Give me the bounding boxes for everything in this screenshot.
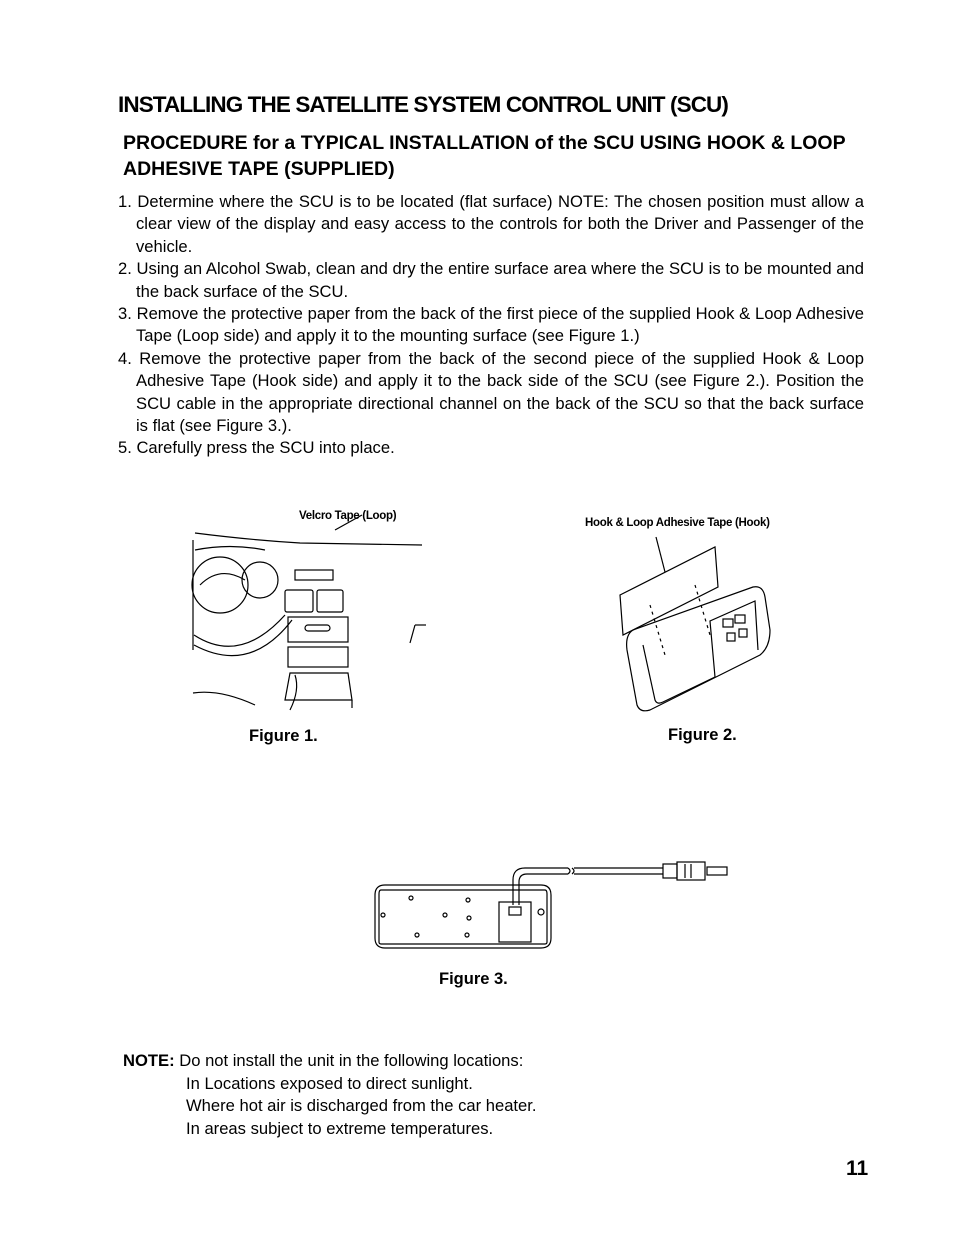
note-label: NOTE:: [123, 1051, 175, 1070]
figure3-caption: Figure 3.: [439, 970, 508, 988]
note-line: Do not install the unit in the following locations:: [179, 1051, 524, 1070]
figure3-scu-back-illustration: [373, 860, 733, 952]
figure2-label: Hook & Loop Adhesive Tape (Hook): [585, 517, 770, 529]
page-title: INSTALLING THE SATELLITE SYSTEM CONTROL UNIT (SCU): [118, 92, 728, 117]
step-item: 2. Using an Alcohol Swab, clean and dry the entire surface area where the SCU is to be mounted and the back surface of the SCU.: [118, 259, 864, 301]
page-number: 11: [846, 1157, 869, 1180]
figure1-label: Velcro Tape (Loop): [299, 510, 397, 522]
step-item: 3. Remove the protective paper from the back of the first piece of the supplied Hook & Loop Adhesive Tape (Loop side) and apply it to the mounting surface (see Figure 1.): [118, 304, 864, 346]
installation-note: [123, 1050, 536, 1140]
figure1-dashboard-illustration: [190, 525, 430, 710]
figure1-caption: Figure 1.: [249, 727, 318, 745]
step-item: 4. Remove the protective paper from the back of the second piece of the supplied Hook & Loop Adhesive Tape (Hook side) and apply it to the back side of the SCU (see Figure 2.). Position the SCU cable in the appropriate directional channel on the back of the SCU so that the back surface is flat (see Figure 3.).: [118, 348, 864, 436]
note-line: In Locations exposed to direct sunlight.: [186, 1073, 473, 1093]
step-item: 5. Carefully press the SCU into place.: [118, 438, 395, 458]
figure2-caption: Figure 2.: [668, 726, 737, 744]
steps-list: [118, 191, 864, 460]
note-line: Where hot air is discharged from the car heater.: [186, 1096, 537, 1116]
figure2-scu-illustration: [615, 535, 780, 715]
procedure-subtitle: PROCEDURE for a TYPICAL INSTALLATION of the SCU USING HOOK & LOOP ADHESIVE TAPE (SUPPLIED): [123, 132, 846, 180]
note-line: In areas subject to extreme temperatures.: [186, 1118, 494, 1138]
step-item: 1. Determine where the SCU is to be located (flat surface) NOTE: The chosen position must allow a clear view of the display and easy access to the controls for both the Driver and Passenger of the vehicle.: [118, 192, 864, 256]
